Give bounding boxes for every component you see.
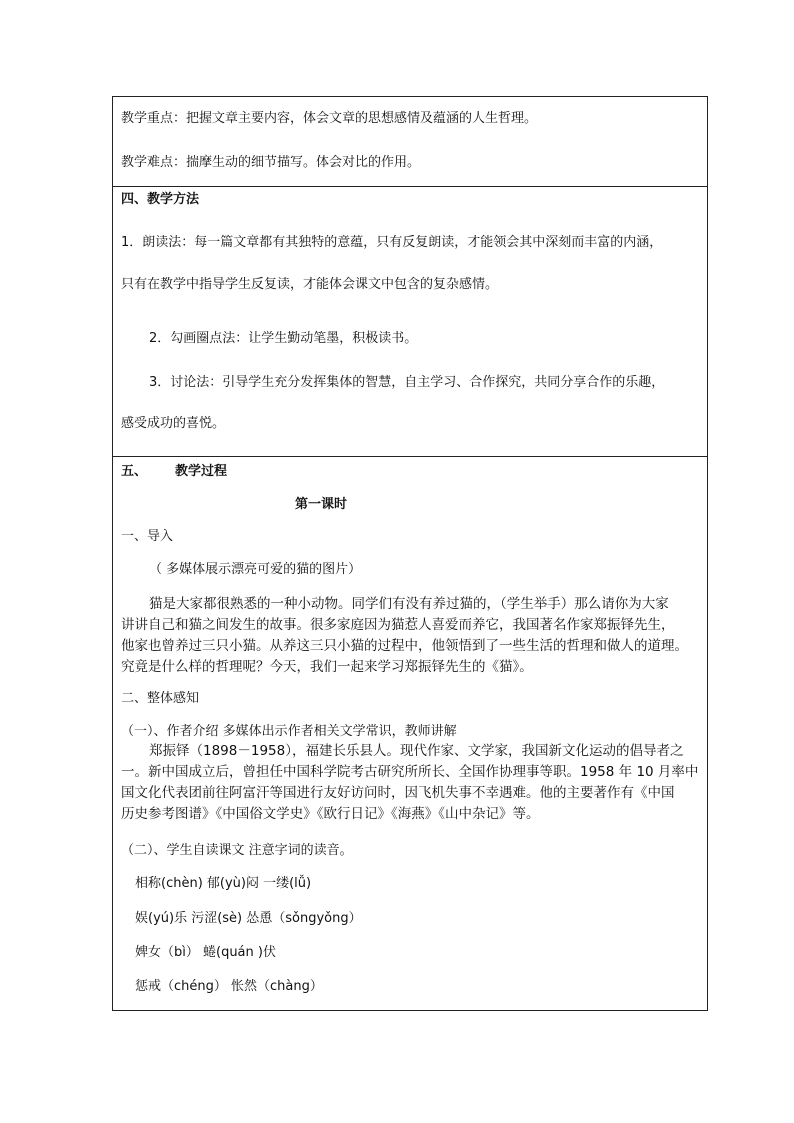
- key-point-text: 教学重点：把握文章主要内容，体会文章的思想感情及蕴涵的人生哲理。: [121, 111, 538, 126]
- intro-paragraph-line-2: 讲讲自己和猫之间发生的故事。很多家庭因为猫惹人喜爱而养它，我国著名作家郑振铎先生，: [121, 617, 675, 633]
- vocab-line-3: 婢女（bì） 蜷(quán )伏: [135, 945, 276, 960]
- teaching-process-cell: [113, 456, 707, 1012]
- intro-paragraph-line-4: 究竟是什么样的哲理呢？今天，我们一起来学习郑振铎先生的《猫》。: [121, 659, 533, 675]
- overall-perception-heading: 二、整体感知: [121, 691, 200, 706]
- vocab-line-1: 相称(chèn) 郁(yù)闷 一缕(lǚ): [135, 876, 312, 891]
- author-intro-heading: （一）、作者介绍 多媒体出示作者相关文学常识，教师讲解: [121, 724, 457, 739]
- intro-media-note: （ 多媒体展示漂亮可爱的猫的图片）: [149, 562, 362, 577]
- method-1-line-1: 1．朗读法：每一篇文章都有其独特的意蕴，只有反复朗读，才能领会其中深刻而丰富的内涵，: [121, 235, 663, 250]
- method-2: 2．勾画圈点法：让学生勤动笔墨，积极读书。: [149, 331, 418, 346]
- author-paragraph-line-3: 国文化代表团前往阿富汗等国进行友好访问时，因飞机失事不幸遇难。他的主要著作有《中国: [121, 785, 675, 801]
- process-heading: 教学过程: [175, 464, 228, 479]
- method-3-line-2: 感受成功的喜悦。: [121, 416, 226, 431]
- teaching-methods-cell: [113, 186, 707, 456]
- process-heading-number: 五、: [121, 464, 148, 479]
- vocab-line-4: 惩戒（chéng） 怅然（chàng）: [135, 979, 323, 994]
- methods-heading: 四、教学方法: [121, 192, 200, 207]
- intro-paragraph-line-1: 猫是大家都很熟悉的一种小动物。同学们有没有养过猫的，（学生举手）那么请你为大家: [149, 596, 669, 612]
- teaching-focus-cell: [113, 97, 707, 186]
- author-paragraph-line-4: 历史参考图谱》《中国俗文学史》《欧行日记》《海燕》《山中杂记》等。: [121, 806, 540, 822]
- author-paragraph-line-2: 一。新中国成立后，曾担任中国科学院考古研究所所长、全国作协理事等职。1958 年 10 月率中: [121, 764, 699, 780]
- author-paragraph-line-1: 郑振铎（1898－1958），福建长乐县人。现代作家、文学家，我国新文化运动的倡导者之: [149, 743, 684, 759]
- lesson-title: 第一课时: [295, 497, 348, 512]
- method-3-line-1: 3．讨论法：引导学生充分发挥集体的智慧，自主学习、合作探究，共同分享合作的乐趣，: [149, 375, 665, 390]
- difficult-point-text: 教学难点：揣摩生动的细节描写。体会对比的作用。: [121, 155, 421, 170]
- self-reading-heading: （二）、学生自读课文 注意字词的读音。: [121, 843, 353, 858]
- intro-paragraph-line-3: 他家也曾养过三只小猫。从养这三只小猫的过程中，他领悟到了一些生活的哲理和做人的道理。: [121, 638, 688, 654]
- intro-heading: 一、导入: [121, 529, 174, 544]
- vocab-line-2: 娱(yú)乐 污涩(sè) 怂恿（sǒngyǒng）: [135, 911, 362, 926]
- method-1-line-2: 只有在教学中指导学生反复读，才能体会课文中包含的复杂感情。: [121, 277, 499, 292]
- lesson-plan-table: [112, 96, 708, 1011]
